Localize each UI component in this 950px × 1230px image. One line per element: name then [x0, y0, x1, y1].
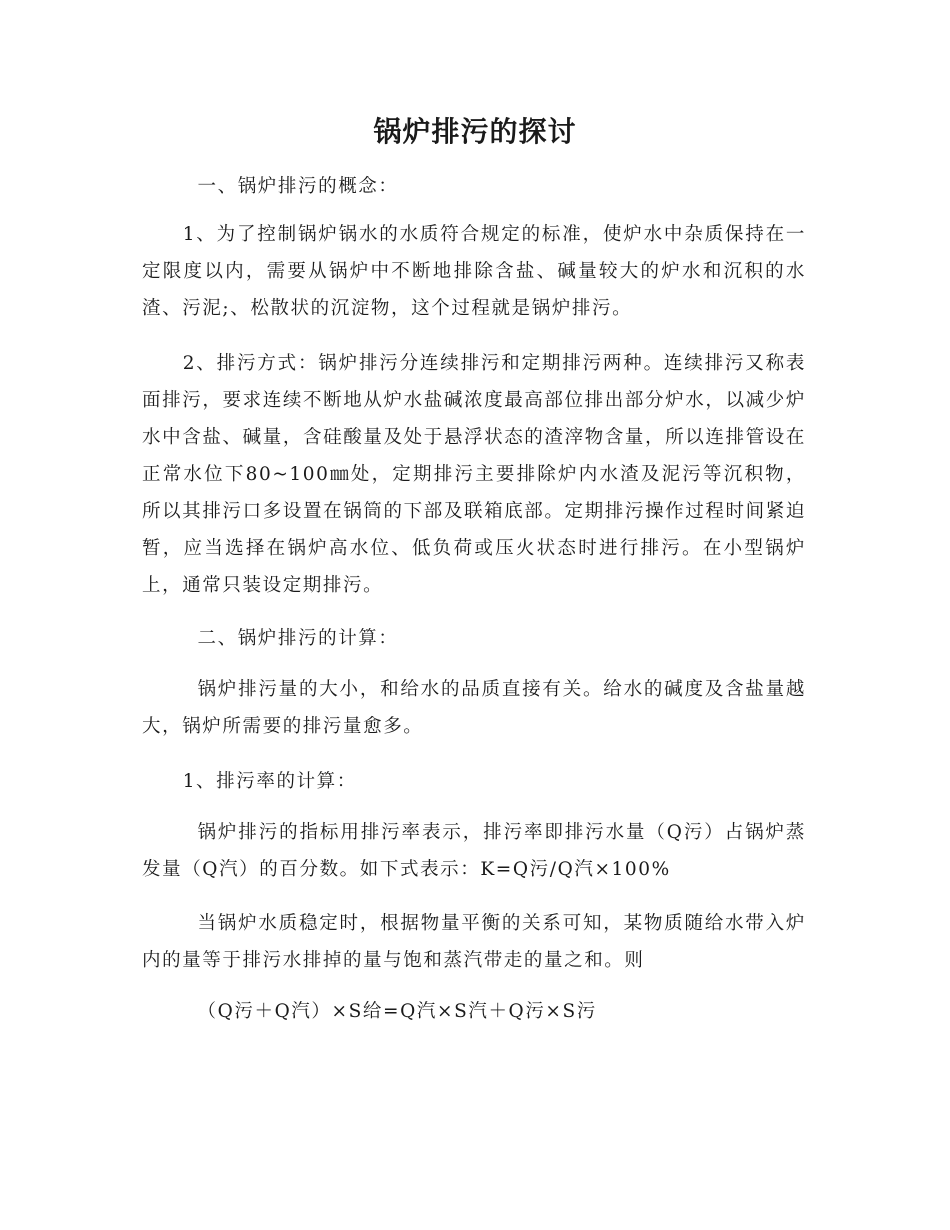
- paragraph-mass-balance: 当锅炉水质稳定时，根据物量平衡的关系可知，某物质随给水带入炉内的量等于排污水排掉的量与饱和蒸汽带走的量之和。则: [142, 913, 806, 971]
- section-heading-calculation: 二、锅炉排污的计算：: [197, 628, 399, 649]
- paragraph-blowdown-amount: 锅炉排污量的大小，和给水的品质直接有关。给水的碱度及含盐量越大，锅炉所需要的排污量愈多。: [142, 679, 806, 737]
- formula-mass-balance: （Q污＋Q汽）×S给=Q汽×S汽＋Q污×S污: [197, 1001, 597, 1022]
- page-title: 锅炉排污的探讨: [373, 115, 577, 148]
- paragraph-blowdown-methods: 2、排污方式：锅炉排污分连续排污和定期排污两种。连续排污又称表面排污，要求连续不断地从炉水盐碱浓度最高部位排出部分炉水，以减少炉水中含盐、碱量，含硅酸量及处于悬浮状态的渣滓物含量，所以连排管设在正常水位下80~100㎜处，定期排污主要排除炉内水渣及泥污等沉积物，所以其排污口多设置在锅筒的下部及联箱底部。定期排污操作过程时间紧迫暂，应当选择在锅炉高水位、低负荷或压火状态时进行排污。在小型锅炉上，通常只装设定期排污。: [142, 353, 806, 596]
- subheading-rate-calculation: 1、排污率的计算：: [182, 771, 357, 792]
- paragraph-rate-definition: 锅炉排污的指标用排污率表示，排污率即排污水量（Q污）占锅炉蒸发量（Q汽）的百分数。如下式表示：K=Q污/Q汽×100%: [142, 822, 806, 880]
- paragraph-definition: 1、为了控制锅炉锅水的水质符合规定的标准，使炉水中杂质保持在一定限度以内，需要从锅炉中不断地排除含盐、碱量较大的炉水和沉积的水渣、污泥;、松散状的沉淀物，这个过程就是锅炉排污。: [142, 224, 806, 319]
- section-heading-concept: 一、锅炉排污的概念：: [197, 176, 399, 197]
